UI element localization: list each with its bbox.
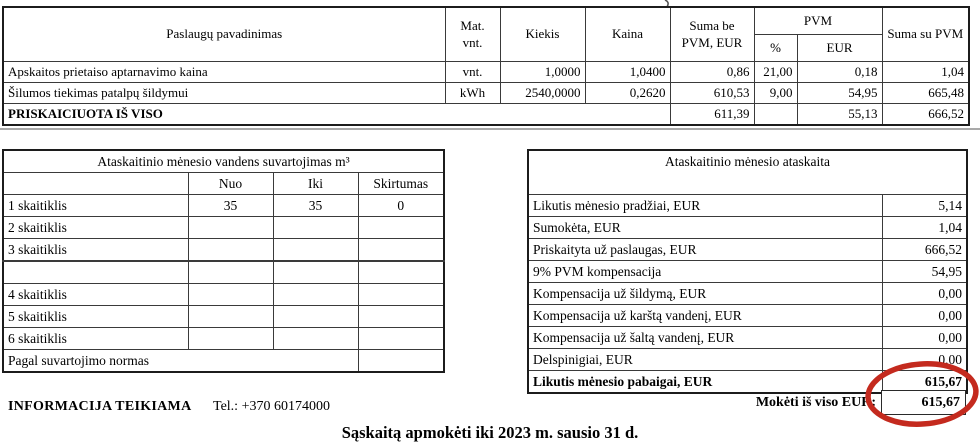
table-row: [528, 349, 967, 371]
cell: 0: [358, 195, 444, 217]
table-row: [528, 283, 967, 305]
total-due-label: Mokėti iš viso EUR:: [755, 395, 876, 410]
table-row: [3, 284, 444, 306]
table-header-row: [3, 7, 969, 35]
phone-number: Tel.: +370 60174000: [213, 399, 330, 414]
report-row-value: 615,67: [882, 371, 967, 394]
cell: [358, 284, 444, 306]
meter-label: 4 skaitiklis: [3, 284, 188, 306]
col-header-sum-incl-vat: Suma su PVM: [882, 7, 969, 62]
cell: 9,00: [754, 83, 797, 104]
table-row: [528, 195, 967, 217]
cell: [188, 239, 273, 262]
report-row-value: 666,52: [882, 239, 967, 261]
report-row-label: Priskaityta už paslaugas, EUR: [528, 239, 882, 261]
report-row-value: 0,00: [882, 349, 967, 371]
monthly-report-table: [527, 149, 968, 394]
cell: Šilumos tiekimas patalpų šildymui: [3, 83, 445, 104]
water-table-title: Ataskaitinio mėnesio vandens suvartojimas m³: [3, 150, 444, 173]
report-row-label: Sumokėta, EUR: [528, 217, 882, 239]
col-header-unit: Mat. vnt.: [445, 7, 500, 62]
cell: 1,04: [882, 62, 969, 83]
table-title-row: [528, 150, 967, 195]
cell: 21,00: [754, 62, 797, 83]
cell: [754, 104, 797, 126]
col-header-quantity: Kiekis: [500, 7, 585, 62]
report-row-label: Kompensacija už šaltą vandenį, EUR: [528, 327, 882, 349]
meter-label: 1 skaitiklis: [3, 195, 188, 217]
table-row: [3, 83, 969, 104]
meter-label: 3 skaitiklis: [3, 239, 188, 262]
report-row-label: Likutis mėnesio pabaigai, EUR: [528, 371, 882, 394]
meter-label: 6 skaitiklis: [3, 328, 188, 350]
cell: 54,95: [797, 83, 882, 104]
table-row: [3, 328, 444, 350]
cell: [3, 173, 188, 195]
cell: 35: [273, 195, 358, 217]
report-row-label: Likutis mėnesio pradžiai, EUR: [528, 195, 882, 217]
cell: 610,53: [670, 83, 754, 104]
cell: [188, 217, 273, 239]
cell: 611,39: [670, 104, 754, 126]
report-row-label: Kompensacija už karštą vandenį, EUR: [528, 305, 882, 327]
col-header-vat: PVM: [754, 7, 882, 35]
norms-row: [3, 350, 444, 373]
table-row: [3, 62, 969, 83]
table-row: [3, 217, 444, 239]
cell: 1,0400: [585, 62, 670, 83]
col-header-price: Kaina: [585, 7, 670, 62]
total-row: [3, 104, 969, 126]
col-header-vat-percent: %: [754, 35, 797, 62]
cell: Apskaitos prietaiso aptarnavimo kaina: [3, 62, 445, 83]
cell: [273, 261, 358, 284]
payment-deadline: Sąskaitą apmokėti iki 2023 m. sausio 31 d.: [341, 423, 639, 442]
cell: [273, 239, 358, 262]
services-table: [2, 6, 970, 126]
table-row: [528, 217, 967, 239]
cell: [273, 284, 358, 306]
report-row-value: 0,00: [882, 327, 967, 349]
meter-label: 2 skaitiklis: [3, 217, 188, 239]
cell: [188, 261, 273, 284]
cell: kWh: [445, 83, 500, 104]
table-row: [528, 261, 967, 283]
cell: 0,86: [670, 62, 754, 83]
table-row: [3, 261, 444, 284]
report-row-label: 9% PVM kompensacija: [528, 261, 882, 283]
report-row-value: 0,00: [882, 305, 967, 327]
cell: [358, 350, 444, 373]
table-row: [3, 306, 444, 328]
cell: 666,52: [882, 104, 969, 126]
report-row-label: Kompensacija už šildymą, EUR: [528, 283, 882, 305]
cell: [188, 328, 273, 350]
cell: 35: [188, 195, 273, 217]
col-header-vat-eur: EUR: [797, 35, 882, 62]
horizontal-rule: [0, 128, 980, 130]
table-title-row: [3, 150, 444, 173]
total-row-label: PRISKAICIUOTA IŠ VISO: [3, 104, 670, 126]
table-subheader-row: [3, 173, 444, 195]
contact-info: [8, 399, 330, 415]
cell: [188, 306, 273, 328]
col-header-to: Iki: [273, 173, 358, 195]
water-consumption-table: [2, 149, 445, 373]
meter-label: 5 skaitiklis: [3, 306, 188, 328]
table-row: [3, 195, 444, 217]
report-row-value: 5,14: [882, 195, 967, 217]
cell: vnt.: [445, 62, 500, 83]
col-header-from: Nuo: [188, 173, 273, 195]
cell: [358, 328, 444, 350]
total-due-value: 615,67: [881, 390, 966, 415]
cell: [273, 328, 358, 350]
cell: 665,48: [882, 83, 969, 104]
cell: [358, 217, 444, 239]
report-row-label: Delspinigiai, EUR: [528, 349, 882, 371]
norms-label: Pagal suvartojimo normas: [3, 350, 358, 373]
info-label: INFORMACIJA TEIKIAMA: [8, 399, 192, 414]
col-header-sum-excl-vat: Suma be PVM, EUR: [670, 7, 754, 62]
report-row-value: 1,04: [882, 217, 967, 239]
table-row: [528, 239, 967, 261]
meter-label: [3, 261, 188, 284]
cell: 0,18: [797, 62, 882, 83]
col-header-difference: Skirtumas: [358, 173, 444, 195]
cell: 2540,0000: [500, 83, 585, 104]
table-row: [3, 239, 444, 262]
col-header-service: Paslaugų pavadinimas: [3, 7, 445, 62]
report-table-title: Ataskaitinio mėnesio ataskaita: [528, 150, 967, 195]
cell: 1,0000: [500, 62, 585, 83]
cell: [358, 306, 444, 328]
report-row-value: 54,95: [882, 261, 967, 283]
cell: [358, 261, 444, 284]
table-row: [528, 327, 967, 349]
cell: [273, 306, 358, 328]
cell: [273, 217, 358, 239]
report-row-value: 0,00: [882, 283, 967, 305]
cell: [358, 239, 444, 262]
cell: 55,13: [797, 104, 882, 126]
cell: [188, 284, 273, 306]
table-row: [528, 305, 967, 327]
cell: 0,2620: [585, 83, 670, 104]
